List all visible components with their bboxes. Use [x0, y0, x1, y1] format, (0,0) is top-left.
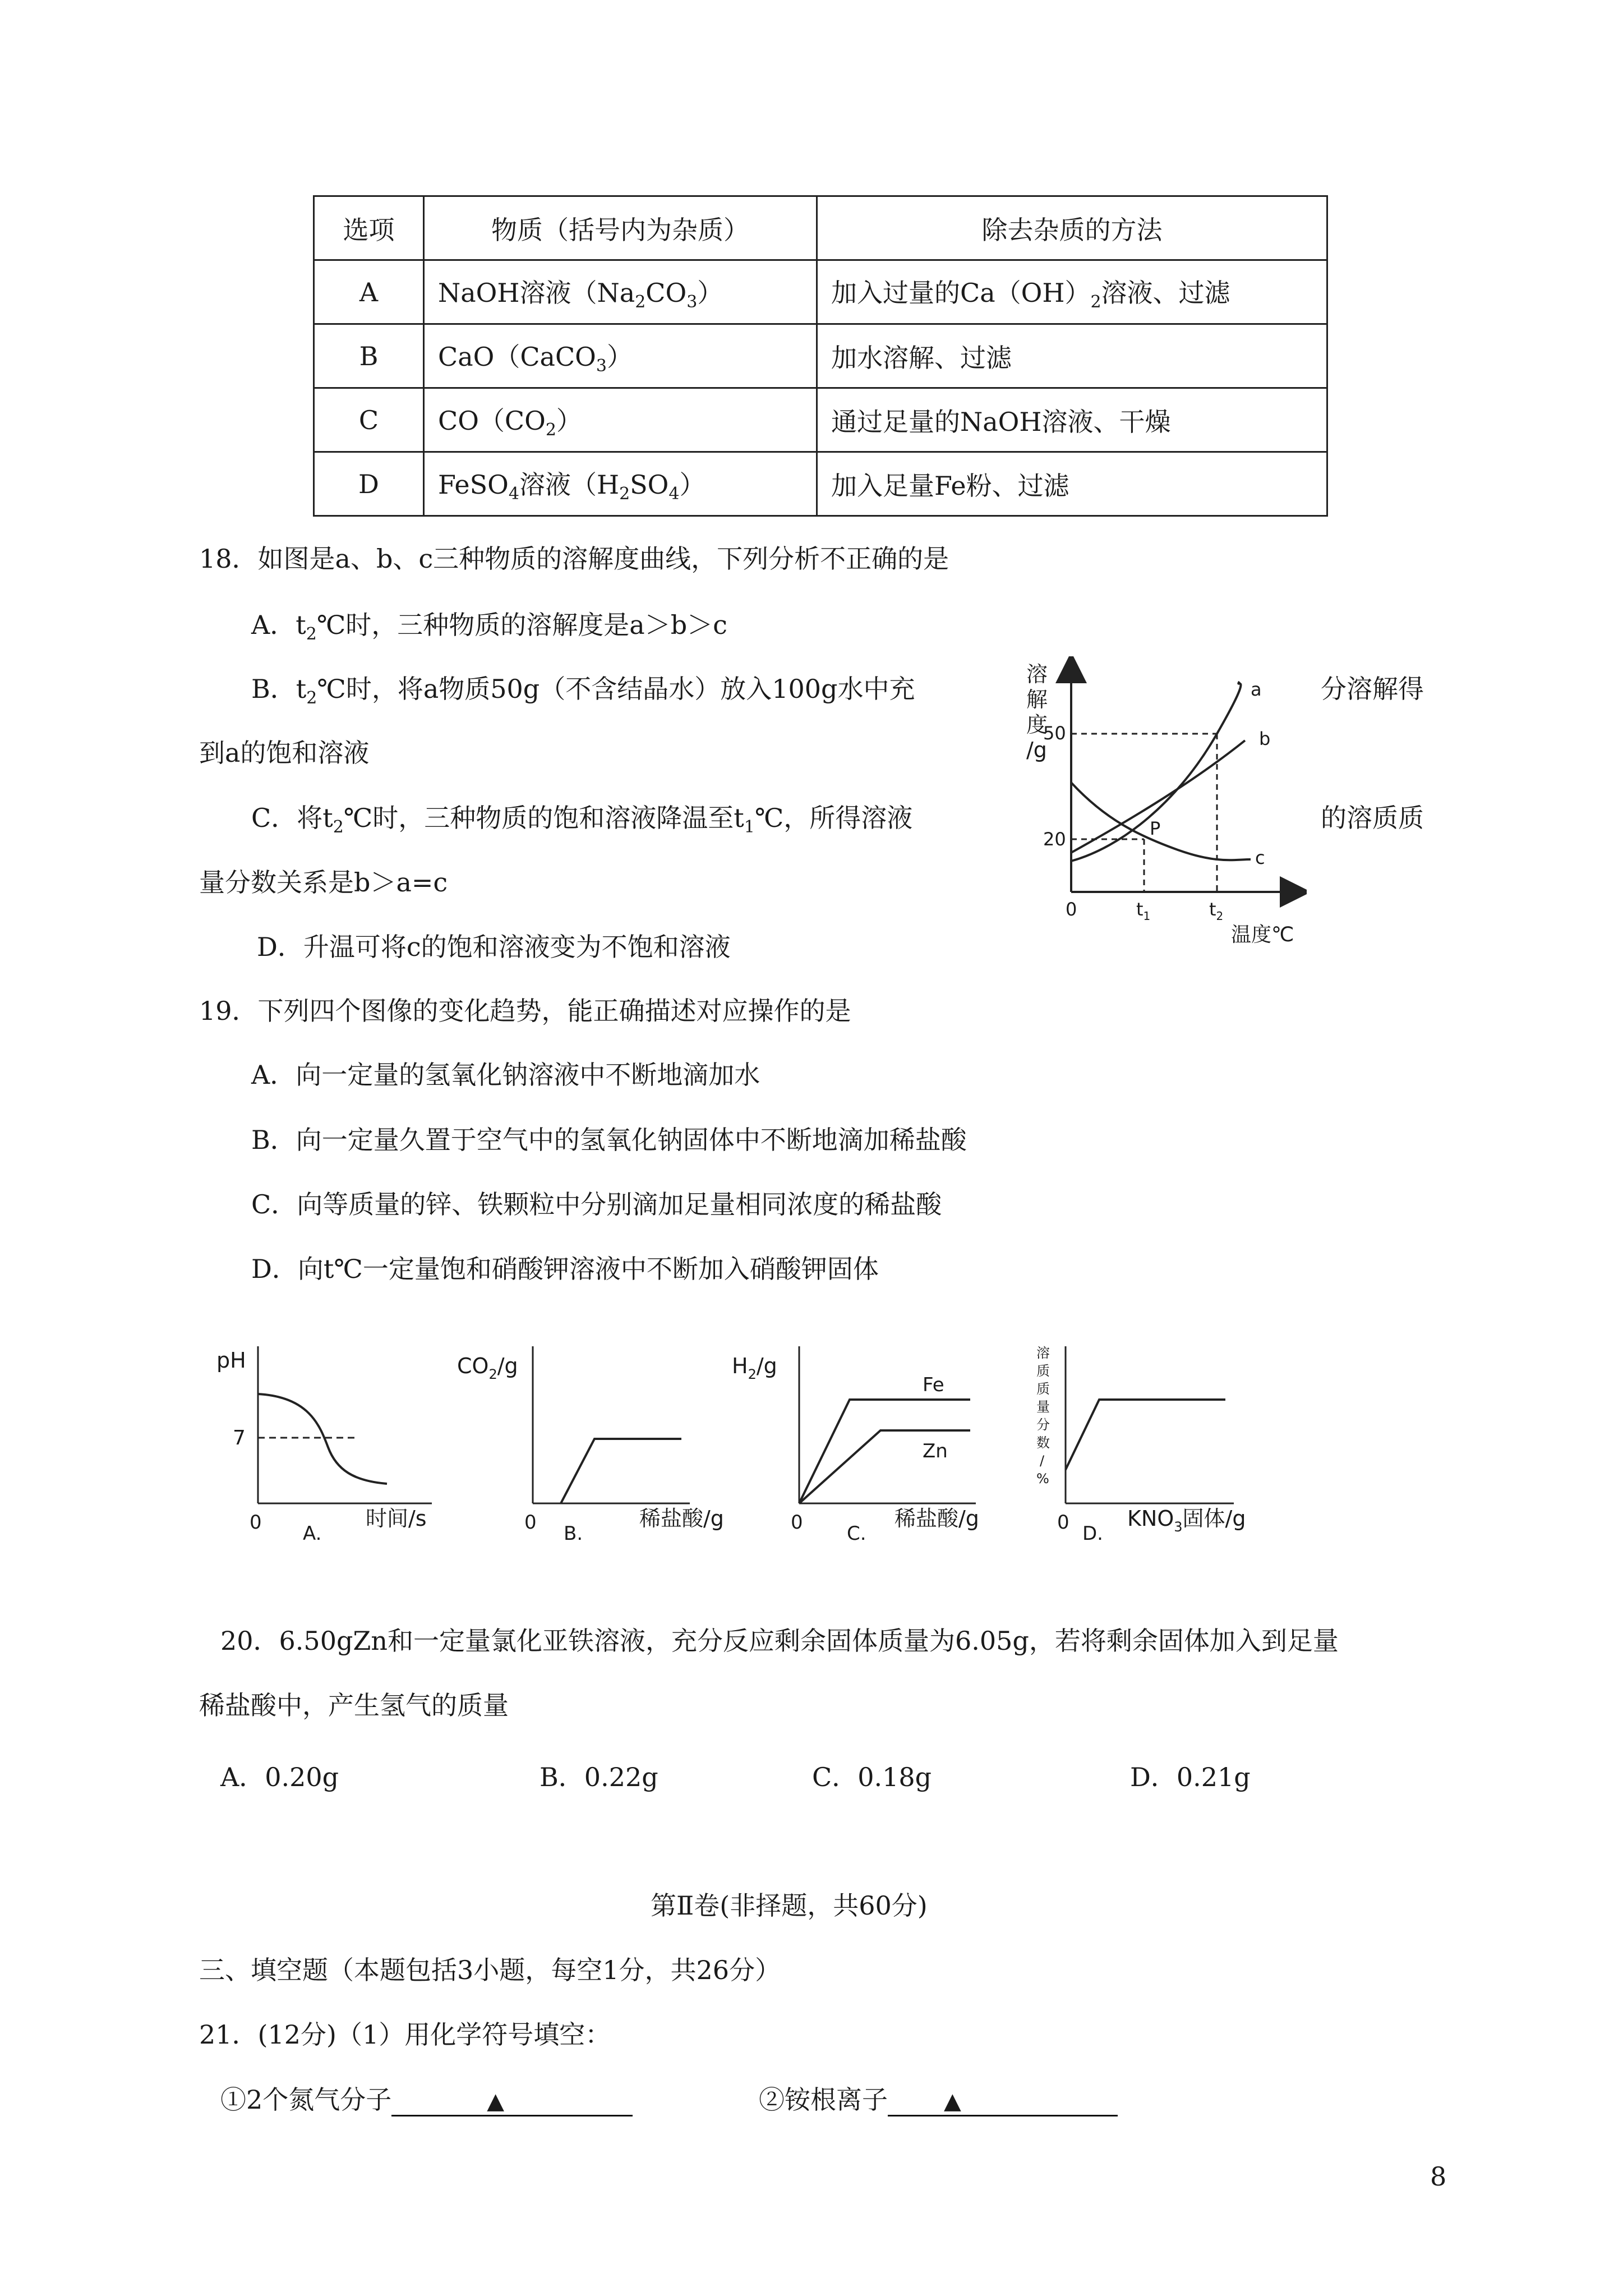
table-row	[314, 452, 1327, 516]
q18-option-c-tail: 的溶质质	[1321, 803, 1424, 833]
graph-b-line	[561, 1439, 681, 1503]
graph-a-ylabel: pH	[216, 1348, 246, 1373]
graph-a	[216, 1346, 432, 1545]
solubility-graph	[1009, 656, 1307, 948]
table-cell-method: 加入足量Fe粉、过滤	[817, 452, 1327, 516]
graph-b-label: B.	[564, 1522, 583, 1545]
graph-d-ylabel-char: 分	[1036, 1417, 1050, 1433]
q20-option-a: A．0.20g	[220, 1762, 339, 1792]
q19-option-c: C．向等质量的锌、铁颗粒中分别滴加足量相同浓度的稀盐酸	[251, 1189, 942, 1220]
y-tick-20: 20	[1043, 829, 1066, 850]
graph-c-label: C.	[847, 1522, 866, 1545]
graph-b-origin: 0	[524, 1511, 537, 1534]
table-row	[314, 324, 1327, 388]
q21-stem: 21．(12分)（1）用化学符号填空：	[199, 2019, 611, 2050]
table-cell-method: 加水溶解、过滤	[817, 324, 1327, 388]
y-label-char: /g	[1026, 738, 1047, 762]
graph-d-ylabel-char: 溶	[1036, 1345, 1050, 1361]
graph-b	[457, 1346, 724, 1545]
graph-a-y7: 7	[233, 1427, 246, 1450]
curve-c	[1071, 783, 1251, 860]
q20-option-d: D．0.21g	[1130, 1762, 1251, 1792]
graph-d-ylabel-char: 数	[1036, 1435, 1050, 1451]
table-row	[314, 260, 1327, 324]
section-title: 第Ⅱ卷(非择题，共60分)	[651, 1890, 928, 1921]
table-cell-substance: CaO（CaCO$_3$）	[424, 324, 817, 388]
q20-option-c: C．0.18g	[812, 1762, 932, 1792]
q18-option-c-line2: 量分数关系是b＞a=c	[199, 867, 448, 898]
table-cell-substance: FeSO$_4$溶液$(H_2SO_4)$	[424, 452, 817, 516]
y-label-char: 度	[1026, 712, 1048, 737]
triangle-marker: ▲	[944, 2088, 961, 2114]
table-cell-method: 通过足量的NaOH溶液、干燥	[817, 388, 1327, 452]
table-cell-option: B	[314, 324, 424, 388]
table-cell-option: C	[314, 388, 424, 452]
table-cell-substance: $CO(CO_2)$	[424, 388, 817, 452]
graph-d-line	[1066, 1400, 1225, 1470]
answer-blank-2[interactable]	[888, 2083, 1118, 2116]
graph-c-ylabel: $H_2/g$	[732, 1354, 777, 1382]
graph-a-curve	[258, 1394, 387, 1484]
page-number: 8	[1430, 2161, 1447, 2192]
curve-label-a: a	[1251, 679, 1262, 700]
graph-d-origin: 0	[1057, 1511, 1069, 1534]
curve-label-c: c	[1255, 847, 1265, 868]
q18-stem: 18．如图是a、b、c三种物质的溶解度曲线，下列分析不正确的是	[199, 544, 949, 574]
q18-option-b: B．$t_2℃$时，将a物质50g（不含结晶水）放入100g水中充	[251, 674, 915, 708]
graph-a-origin: 0	[250, 1511, 262, 1534]
part-three-heading: 三、填空题（本题包括3小题，每空1分，共26分）	[199, 1955, 781, 1985]
table-header-row	[314, 196, 1327, 260]
x-axis-label: 温度℃	[1231, 923, 1294, 946]
q18-option-a: A．$t_2℃$时，三种物质的溶解度是a＞b＞c	[251, 610, 727, 644]
origin-label: 0	[1066, 899, 1077, 920]
y-tick-50: 50	[1043, 723, 1066, 744]
graph-d	[1036, 1345, 1246, 1545]
q18-option-b-line2: 到a的饱和溶液	[199, 738, 370, 768]
graph-c-origin: 0	[791, 1511, 803, 1534]
graph-d-ylabel-char: 质	[1036, 1363, 1050, 1379]
graph-d-xlabel: $KNO_3$固体/g	[1127, 1506, 1246, 1535]
q20-line2: 稀盐酸中，产生氢气的质量	[199, 1690, 509, 1720]
q17-table	[313, 195, 1328, 517]
graph-c	[732, 1346, 979, 1545]
table-cell-substance: NaOH溶液$(Na_2CO_3)$	[424, 260, 817, 324]
graph-a-label: A.	[303, 1522, 322, 1545]
graph-d-label: D.	[1082, 1522, 1103, 1545]
graph-d-ylabel-char: /	[1040, 1453, 1045, 1469]
q19-stem: 19．下列四个图像的变化趋势，能正确描述对应操作的是	[199, 996, 851, 1026]
table-header: 选项	[314, 196, 424, 260]
graph-c-xlabel: 稀盐酸/g	[895, 1506, 979, 1531]
graph-d-ylabel-char: 质	[1036, 1381, 1050, 1397]
table-cell-option: D	[314, 452, 424, 516]
q19-graphs	[208, 1335, 1469, 1548]
table-row	[314, 388, 1327, 452]
graph-d-ylabel-char: 量	[1036, 1399, 1050, 1415]
q20-option-b: B．0.22g	[540, 1762, 658, 1792]
q20-line1: 20．6.50gZn和一定量氯化亚铁溶液，充分反应剩余固体质量为6.05g，若将剩余固体加入到足量	[220, 1626, 1339, 1656]
table-cell-option: A	[314, 260, 424, 324]
q21-item-2: ②铵根离子 ▲	[759, 2083, 1118, 2116]
graph-c-fe-label: Fe	[923, 1374, 944, 1396]
graph-b-xlabel: 稀盐酸/g	[639, 1506, 724, 1531]
graph-b-ylabel: $CO_2/g$	[457, 1354, 518, 1382]
table-cell-method: 加入过量的$Ca(OH)_2$溶液、过滤	[817, 260, 1327, 324]
graph-a-xlabel: 时间/s	[366, 1506, 427, 1531]
answer-blank-1[interactable]	[391, 2083, 633, 2116]
q19-option-b: B．向一定量久置于空气中的氢氧化钠固体中不断地滴加稀盐酸	[251, 1125, 967, 1155]
q19-option-a: A．向一定量的氢氧化钠溶液中不断地滴加水	[251, 1060, 760, 1090]
table-header: 除去杂质的方法	[817, 196, 1327, 260]
curve-label-b: b	[1259, 728, 1271, 749]
triangle-marker: ▲	[487, 2088, 505, 2114]
point-p-label: P	[1150, 818, 1161, 839]
q19-option-d: D．向t℃一定量饱和硝酸钾溶液中不断加入硝酸钾固体	[251, 1254, 879, 1284]
table-header: 物质（括号内为杂质）	[424, 196, 817, 260]
graph-c-zn-label: Zn	[923, 1440, 948, 1462]
graph-d-ylabel-char: %	[1036, 1471, 1049, 1487]
q18-option-d: D．升温可将c的饱和溶液变为不饱和溶液	[257, 932, 731, 962]
q18-option-b-tail: 分溶解得	[1321, 674, 1424, 704]
y-label-char: 解	[1026, 687, 1048, 712]
q21-item-1: ①2个氮气分子 ▲	[220, 2083, 633, 2116]
x-tick-t2: $t_2$	[1209, 899, 1224, 923]
q18-option-c: C．将$t_2℃$时，三种物质的饱和溶液降温至$t_1℃$，所得溶液	[251, 803, 913, 837]
y-label-char: 溶	[1026, 662, 1048, 687]
x-tick-t1: $t_1$	[1136, 899, 1151, 923]
